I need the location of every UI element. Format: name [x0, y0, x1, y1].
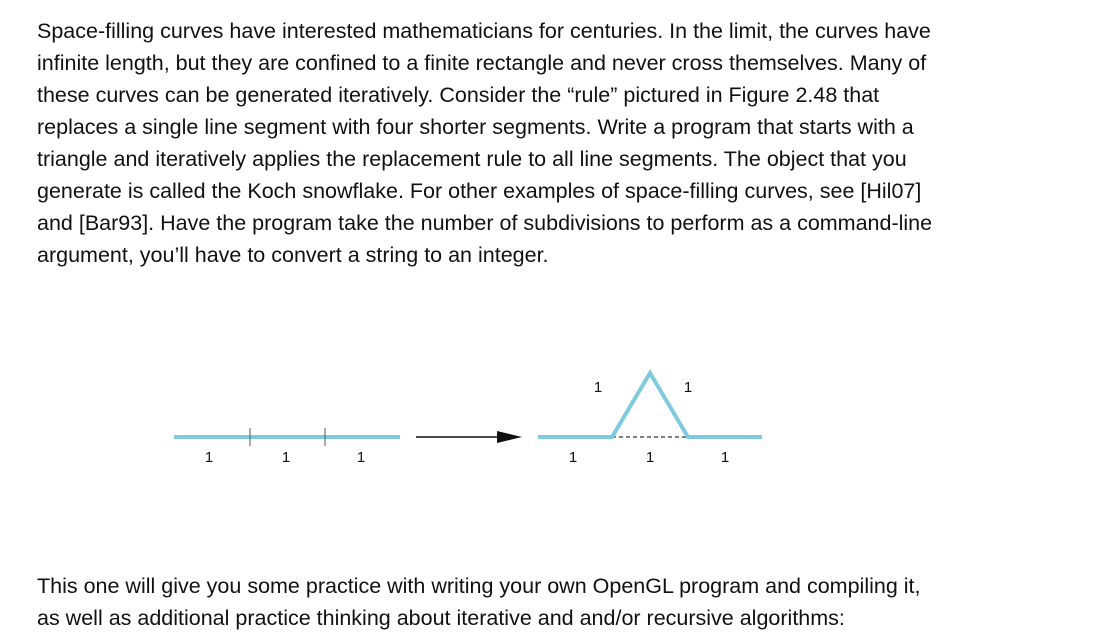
segment-length-label: 1 [356, 449, 366, 466]
intro-paragraph: Space-filling curves have interested mathematicians for centuries. In the limit, the curves have infinite length, but they are confined to a finite rectangle and never cross themselves. Many of these curves can be generated iteratively. Consider the “rule” pictured in Figure 2.48 that replaces a single line segment with four shorter segments. Write a program that starts with a triangle and iteratively applies the replacement rule to all line segments. The object that you generate is called the Koch snowflake. For other examples of space-filling curves, see [Hil07] and [Bar93]. Have the program take the number of subdivisions to perform as a command-line argument, you’ll have to convert a string to an integer. [37, 19, 933, 267]
segment-length-label: 1 [645, 449, 655, 466]
segment-length-label: 1 [204, 449, 214, 466]
segment-length-label: 1 [683, 379, 693, 396]
arrow-head [497, 431, 522, 443]
closing-paragraph: This one will give you some practice with writing your own OpenGL program and compiling it, as well as additional practice thinking about iterative and and/or recursive algorithms: [37, 574, 921, 630]
original-segment-group [174, 428, 400, 466]
segment-length-label: 1 [720, 449, 730, 466]
koch-generator-group [538, 373, 762, 466]
koch-generator-curve [538, 373, 762, 437]
segment-length-label: 1 [593, 379, 603, 396]
segment-length-label: 1 [281, 449, 291, 466]
segment-length-label: 1 [568, 449, 578, 466]
transform-arrow [416, 431, 522, 443]
